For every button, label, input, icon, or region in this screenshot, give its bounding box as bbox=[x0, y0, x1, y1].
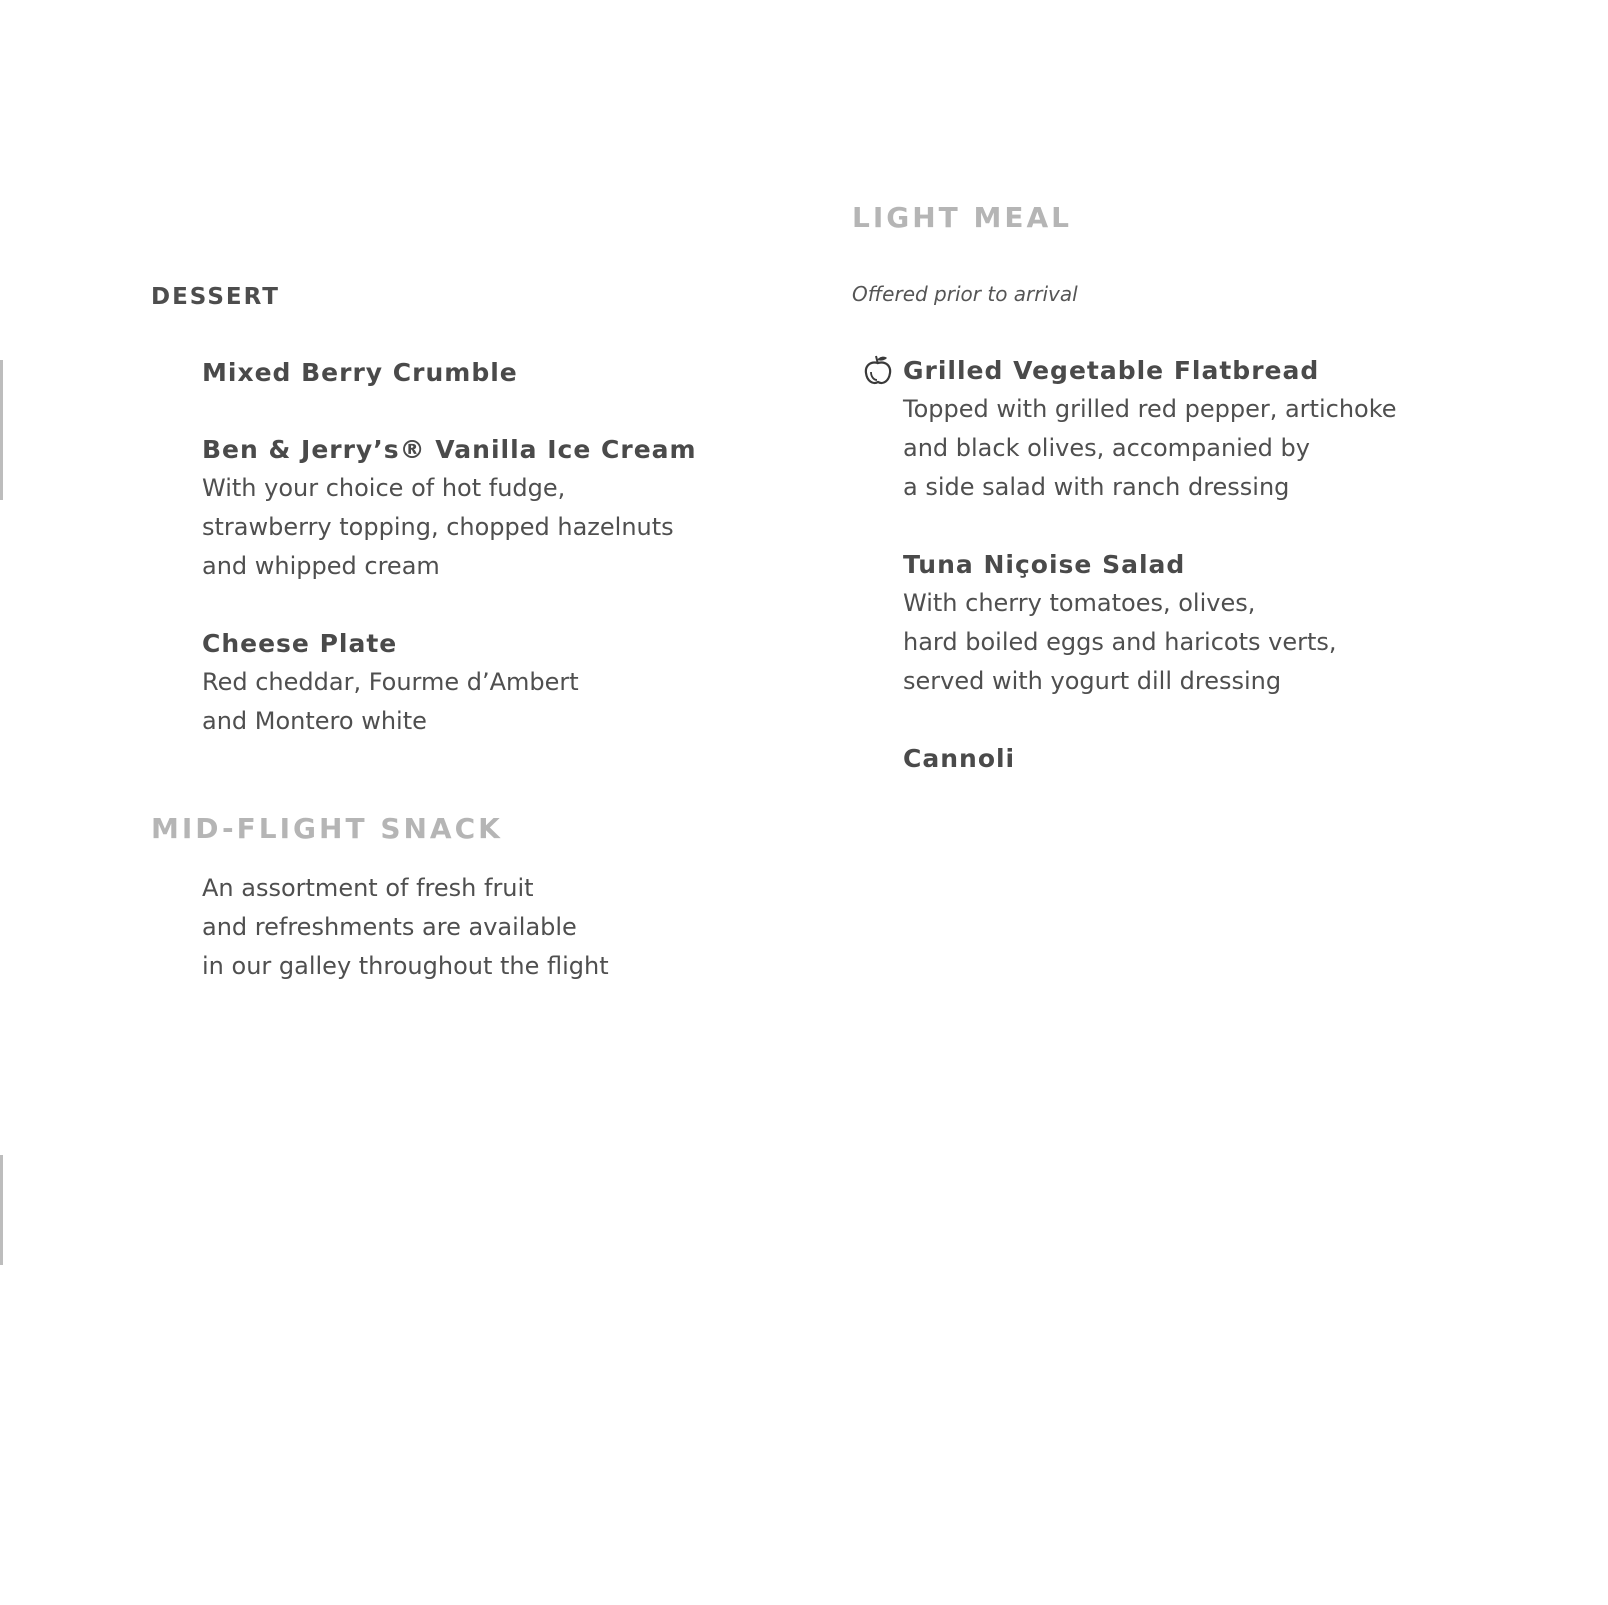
right-column bbox=[852, 200, 1502, 778]
snack-desc-line: in our galley throughout the flight bbox=[202, 952, 609, 980]
vegetarian-icon bbox=[861, 354, 895, 388]
menu-item bbox=[852, 545, 1502, 701]
menu-item-title: Mixed Berry Crumble bbox=[202, 358, 518, 387]
snack-heading: MID-FLIGHT SNACK bbox=[151, 812, 503, 845]
dessert-heading: DESSERT bbox=[151, 284, 280, 310]
menu-item bbox=[852, 351, 1502, 507]
menu-item-title: Tuna Niçoise Salad bbox=[903, 550, 1186, 579]
menu-item-desc-line: a side salad with ranch dressing bbox=[903, 473, 1290, 501]
menu-item-desc-line: Red cheddar, Fourme d’Ambert bbox=[202, 668, 579, 696]
menu-item bbox=[151, 353, 771, 392]
menu-item-title: Cannoli bbox=[903, 744, 1016, 773]
menu-item-desc-line: served with yogurt dill dressing bbox=[903, 667, 1282, 695]
menu-item-desc-line: Topped with grilled red pepper, artichoke bbox=[903, 395, 1397, 423]
menu-item-desc-line: and Montero white bbox=[202, 707, 427, 735]
left-column bbox=[151, 282, 771, 986]
menu-item-desc-line: strawberry topping, chopped hazelnuts bbox=[202, 513, 674, 541]
scan-edge-mark bbox=[0, 360, 3, 500]
menu-item-title: Cheese Plate bbox=[202, 629, 398, 658]
snack-desc-line: An assortment of fresh fruit bbox=[202, 874, 534, 902]
menu-item bbox=[852, 739, 1502, 778]
menu-item-desc-line: hard boiled eggs and haricots verts, bbox=[903, 628, 1337, 656]
menu-item-desc-line: and whipped cream bbox=[202, 552, 440, 580]
menu-item-desc-line: and black olives, accompanied by bbox=[903, 434, 1310, 462]
scan-edge-mark bbox=[0, 1155, 3, 1265]
snack-description bbox=[151, 869, 771, 986]
menu-item-title: Grilled Vegetable Flatbread bbox=[903, 356, 1320, 385]
light-meal-heading: LIGHT MEAL bbox=[852, 201, 1073, 234]
menu-item-title: Ben & Jerry’s® Vanilla Ice Cream bbox=[202, 435, 697, 464]
menu-item bbox=[151, 430, 771, 586]
light-meal-subtitle: Offered prior to arrival bbox=[852, 282, 1078, 306]
menu-item bbox=[151, 624, 771, 741]
snack-desc-line: and refreshments are available bbox=[202, 913, 577, 941]
menu-item-title-row bbox=[903, 351, 1502, 390]
menu-item-desc-line: With cherry tomatoes, olives, bbox=[903, 589, 1256, 617]
menu-item-desc-line: With your choice of hot fudge, bbox=[202, 474, 566, 502]
